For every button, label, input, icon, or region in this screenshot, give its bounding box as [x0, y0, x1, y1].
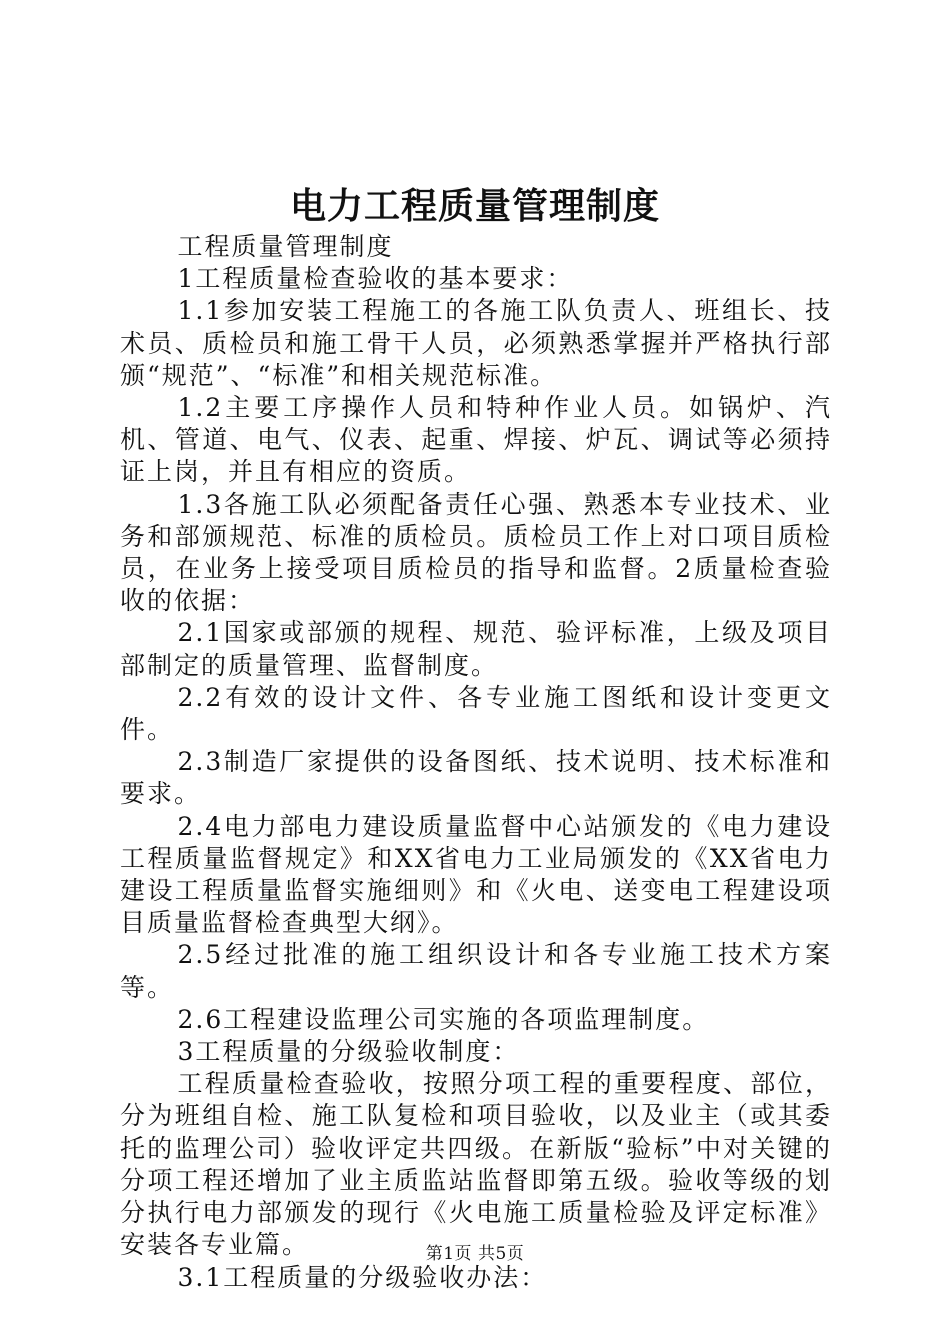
- paragraph: 2.3制造厂家提供的设备图纸、技术说明、技术标准和要求。: [120, 747, 832, 809]
- document-body: [120, 231, 832, 1294]
- paragraph: 3工程质量的分级验收制度：: [177, 1037, 520, 1067]
- paragraph: 1.2主要工序操作人员和特种作业人员。如锅炉、汽机、管道、电气、仪表、起重、焊接、炉瓦、调试等必须持证上岗，并且有相应的资质。: [120, 393, 832, 487]
- document-title: 电力工程质量管理制度: [289, 186, 660, 227]
- page-number-footer: 第1页 共5页: [425, 1244, 525, 1264]
- paragraph: 3.1工程质量的分级验收办法：: [177, 1262, 548, 1292]
- paragraph: 2.5经过批准的施工组织设计和各专业施工技术方案等。: [120, 940, 832, 1002]
- paragraph: 2.4电力部电力建设质量监督中心站颁发的《电力建设工程质量监督规定》和XX省电力工业局颁发的《XX省电力建设工程质量监督实施细则》和《火电、送变电工程建设项目质量监督检查典型大纲》。: [120, 811, 832, 938]
- paragraph: 工程质量管理制度: [177, 232, 394, 261]
- paragraph: 2.1国家或部颁的规程、规范、验评标准，上级及项目部制定的质量管理、监督制度。: [120, 618, 832, 680]
- paragraph: 1工程质量检查验收的基本要求：: [177, 264, 574, 294]
- paragraph: 1.3各施工队必须配备责任心强、熟悉本专业技术、业务和部颁规范、标准的质检员。质检员工作上对口项目质检员，在业务上接受项目质检员的指导和监督。2质量检查验收的依据：: [120, 489, 832, 616]
- paragraph: 1.1参加安装工程施工的各施工队负责人、班组长、技术员、质检员和施工骨干人员，必须熟悉掌握并严格执行部颁“规范”、“标准”和相关规范标准。: [120, 296, 832, 390]
- paragraph: 工程质量检查验收，按照分项工程的重要程度、部位，分为班组自检、施工队复检和项目验收，以及业主（或其委托的监理公司）验收评定共四级。在新版“验标”中对关键的分项工程还增加了业主质监站监督即第五级。验收等级的划分执行电力部颁发的现行《火电施工质量检验及评定标准》安装各专业篇。: [120, 1069, 832, 1260]
- paragraph: 2.2有效的设计文件、各专业施工图纸和设计变更文件。: [120, 682, 832, 745]
- paragraph: 2.6工程建设监理公司实施的各项监理制度。: [177, 1004, 710, 1034]
